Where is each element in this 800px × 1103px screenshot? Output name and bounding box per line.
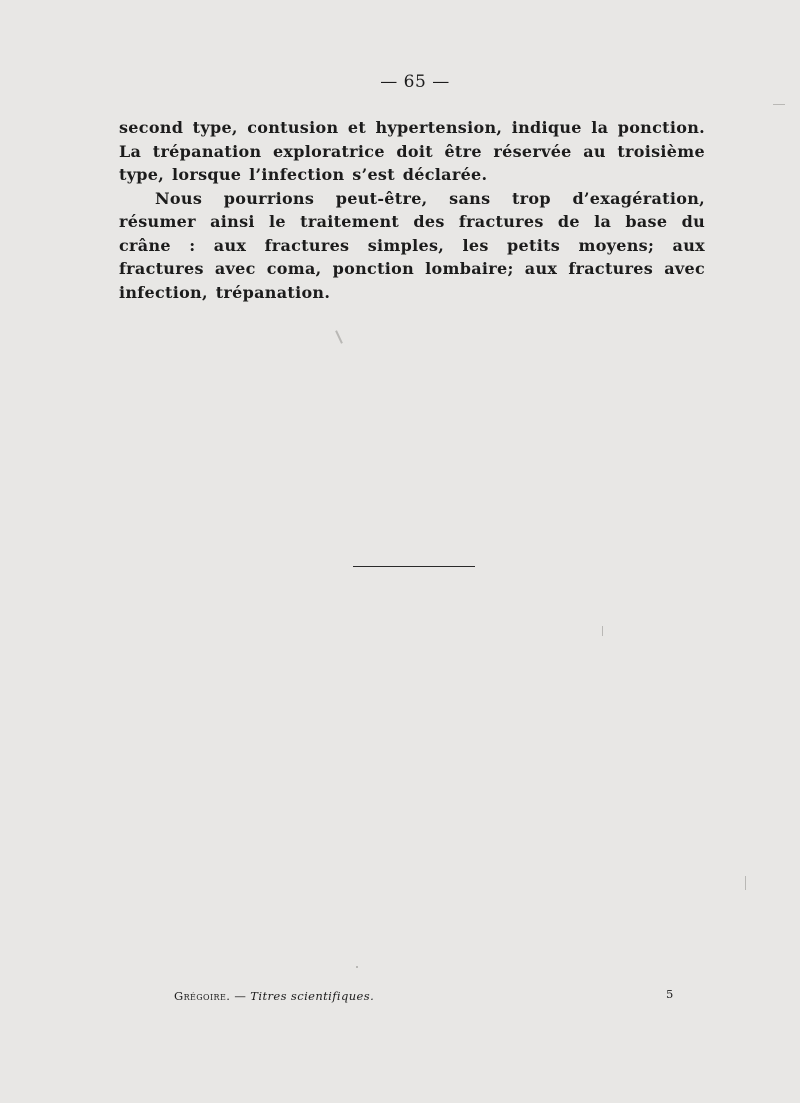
paragraph-continuation: second type, contusion et hypertension, indique la ponction. La trépanation exploratrice doit être réservée au troisième type, lorsque l’infection s’est déclarée. xyxy=(119,118,705,184)
paper-speck xyxy=(745,876,746,890)
section-separator-rule xyxy=(353,566,475,567)
page-number: — 65 — xyxy=(380,72,450,92)
footer-dash: — xyxy=(230,989,251,1003)
paper-speck xyxy=(602,626,603,636)
body-text xyxy=(119,116,705,304)
footer-signature-mark: 5 xyxy=(666,987,674,1001)
footer-running-title xyxy=(174,989,374,1003)
footer-journal-title: Titres scientifiques. xyxy=(250,989,375,1003)
paragraph-summary: Nous pourrions peut-être, sans trop d’exagération, résumer ainsi le traitement des fractures de la base du crâne : aux fractures simples, les petits moyens; aux fractures avec coma, ponction lombaire; aux fractures avec infection, trépanation. xyxy=(119,188,705,302)
footer-author: Grégoire. xyxy=(174,989,231,1003)
paper-speck xyxy=(356,966,358,968)
paper-speck xyxy=(773,104,785,105)
paper-speck xyxy=(335,330,343,344)
